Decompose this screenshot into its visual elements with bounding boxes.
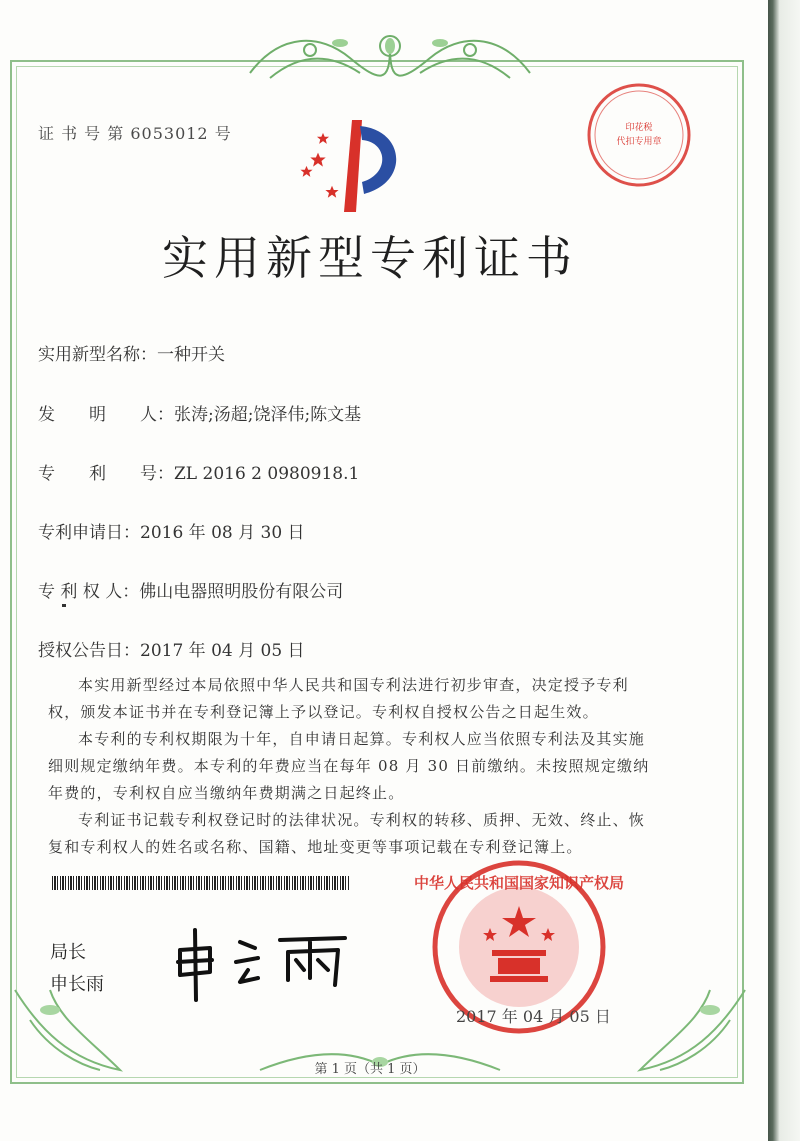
certificate-number: 证 书 号 第 6053012 号: [38, 124, 232, 143]
field-label: 专利申请日：: [38, 523, 140, 543]
scanner-edge: [766, 0, 800, 1141]
field-label: 发 明 人：: [38, 405, 174, 425]
director-title: 局长: [50, 942, 86, 963]
inventors-field: [38, 400, 361, 425]
field-label: 授权公告日：: [38, 641, 140, 661]
top-ornament: [240, 28, 540, 86]
field-value: 2016 年 08 月 30 日: [140, 523, 305, 543]
field-label: 实用新型名称：: [38, 345, 157, 365]
svg-text:代扣专用章: 代扣专用章: [616, 137, 662, 147]
body-paragraph: 专利证书记载专利权登记时的法律状况。专利权的转移、质押、无效、终止、恢复和专利权人的姓名或名称、国籍、地址变更等事项记载在专利登记簿上。: [48, 811, 646, 856]
field-value: 一种开关: [157, 345, 225, 365]
svg-text:中华人民共和国国家知识产权局: 中华人民共和国国家知识产权局: [413, 874, 625, 892]
patent-number-field: [38, 459, 359, 484]
patent-office-logo: [290, 112, 420, 217]
field-value: ZL 2016 2 0980918.1: [174, 464, 360, 484]
certificate-body: [48, 672, 658, 861]
tax-stamp-seal: [580, 80, 698, 190]
patentee-field: [38, 577, 343, 602]
field-label: 专 利 权 人：: [38, 582, 140, 602]
page-number: 第 1 页（共 1 页）: [314, 1062, 426, 1077]
body-paragraph: 本专利的专利权期限为十年，自申请日起算。专利权人应当依照专利法及其实施细则规定缴纳年费。本专利的年费应当在每年 08 月 30 日前缴纳。未按照规定缴纳年费的，专利权自应当缴纳年费期满之日起终止。: [48, 730, 650, 802]
svg-text:印花税: 印花税: [625, 123, 653, 133]
field-value: 佛山电器照明股份有限公司: [139, 582, 344, 602]
director-signature: [170, 920, 370, 1005]
field-value: 2017 年 04 月 05 日: [140, 641, 305, 661]
application-date-field: [38, 518, 305, 543]
barcode: [52, 876, 350, 890]
grant-date-field: [38, 636, 305, 661]
certificate-title: 实用新型专利证书: [162, 231, 578, 285]
speck: [62, 604, 66, 607]
seal-date: 2017 年 04 月 05 日: [456, 1007, 611, 1026]
field-label: 专 利 号：: [38, 464, 174, 484]
field-value: 张涛;汤超;饶泽伟;陈文基: [174, 405, 362, 425]
body-paragraph: 本实用新型经过本局依照中华人民共和国专利法进行初步审查，决定授予专利权，颁发本证书并在专利登记簿上予以登记。专利权自授权公告之日起生效。: [48, 676, 629, 721]
director-name: 申长雨: [50, 974, 104, 995]
utility-model-name-field: [38, 340, 225, 365]
